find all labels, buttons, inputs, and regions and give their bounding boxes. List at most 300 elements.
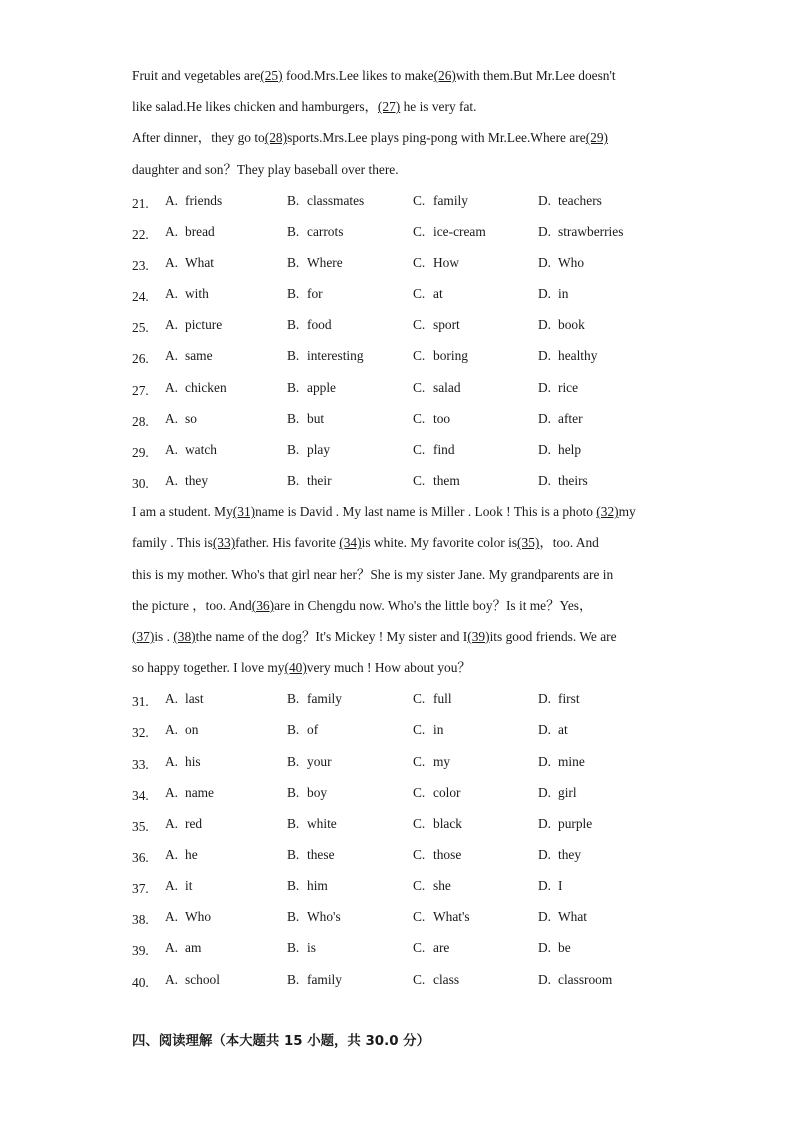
option-text: in [433,722,444,738]
option-text: is [307,940,316,956]
option-letter: A. [165,410,179,426]
option-letter: C. [413,878,426,894]
option-letter: B. [287,348,300,364]
question-row [132,750,692,781]
option-letter: A. [165,722,179,738]
question-number: 32. [132,725,149,741]
option-text: book [558,317,585,333]
option-letter: B. [287,971,300,987]
answer-option [287,251,343,275]
question-list-1 [132,189,692,500]
option-text: healthy [558,348,598,364]
answer-option [538,718,568,742]
answer-option [287,905,341,929]
option-text: bread [185,223,215,239]
option-text: What [558,909,587,925]
answer-option [287,781,327,805]
answer-option [165,407,197,431]
option-text: I [558,878,563,894]
option-text: boring [433,348,468,364]
option-text: they [185,473,209,489]
option-text: chicken [185,379,227,395]
passage-text: ，too. And [539,535,599,551]
option-text: carrots [307,223,344,239]
option-text: find [433,441,455,457]
option-letter: B. [287,815,300,831]
passage-text: with them.But Mr.Lee doesn't [455,68,616,83]
option-letter: B. [287,410,300,426]
blank-number: (33) [212,535,236,551]
answer-option [165,843,198,867]
option-letter: D. [538,815,552,831]
blank-number: (28) [264,130,288,146]
answer-option [538,189,602,213]
option-letter: B. [287,691,300,707]
cloze-passage-2 [132,500,692,687]
option-text: so [185,410,197,426]
passage-text: he is very fat. [400,99,477,115]
option-text: watch [185,441,217,457]
answer-option [538,936,571,960]
answer-option [287,687,342,711]
option-letter: C. [413,473,426,489]
option-text: How [433,255,460,271]
answer-option [413,469,460,493]
option-text: teachers [558,192,602,208]
question-row [132,189,692,220]
answer-option [287,313,332,337]
option-letter: B. [287,192,300,208]
option-text: class [433,971,460,987]
answer-option [287,812,337,836]
option-text: family [307,691,342,707]
option-text: white [307,815,337,831]
option-text: help [558,441,582,457]
question-row [132,687,692,718]
option-letter: D. [538,379,552,395]
option-text: red [185,815,203,831]
question-row [132,282,692,313]
passage-text: father. His favorite [235,535,340,551]
answer-option [287,376,336,400]
option-text: food [307,317,332,333]
option-text: apple [307,379,336,395]
option-letter: D. [538,410,552,426]
option-text: first [558,691,580,707]
question-row [132,469,692,500]
answer-option [165,189,222,213]
passage-text: I am a student. My [132,504,233,520]
question-number: 28. [132,413,149,429]
passage-text: my [618,504,636,520]
option-text: my [433,753,451,769]
option-text: their [307,473,332,489]
answer-option [538,251,584,275]
option-text: family [307,971,342,987]
option-text: them [433,473,460,489]
answer-option [165,781,214,805]
answer-option [413,905,470,929]
option-letter: C. [413,348,426,364]
blank-number: (27) [377,99,401,115]
blank-number: (26) [433,68,456,83]
option-letter: A. [165,441,179,457]
answer-option [413,344,468,368]
option-text: salad [433,379,461,395]
answer-option [165,936,201,960]
option-letter: C. [413,753,426,769]
question-row [132,936,692,967]
question-number: 37. [132,881,149,897]
passage-text: are in Chengdu now. Who's the little boy？Is it me？Yes， [274,597,593,613]
question-row [132,812,692,843]
answer-option [413,874,451,898]
option-letter: C. [413,940,426,956]
question-number: 33. [132,756,149,772]
option-letter: C. [413,846,426,862]
question-row [132,843,692,874]
blank-number: (34) [339,535,362,551]
answer-option [165,968,220,992]
question-row [132,781,692,812]
option-text: Who's [307,909,341,925]
option-text: are [433,940,450,956]
answer-option [165,750,201,774]
passage-text: the picture ，too. And [132,597,252,613]
option-letter: D. [538,909,552,925]
option-letter: B. [287,878,300,894]
option-text: strawberries [558,223,624,239]
question-number: 23. [132,258,149,274]
option-letter: B. [287,441,300,457]
option-letter: C. [413,691,426,707]
answer-option [413,438,455,462]
answer-option [413,282,443,306]
option-letter: B. [287,317,300,333]
option-text: in [558,286,569,302]
option-text: am [185,940,202,956]
option-text: friends [185,192,223,208]
answer-option [287,344,364,368]
option-letter: A. [165,784,179,800]
option-text: for [307,286,323,302]
option-letter: B. [287,940,300,956]
answer-option [413,251,459,275]
option-text: be [558,940,571,956]
exam-page [132,64,692,999]
option-letter: D. [538,784,552,800]
passage-text: the name of the dog？It's Mickey ! My sister and I [195,628,468,644]
option-letter: C. [413,441,426,457]
option-letter: A. [165,691,179,707]
answer-option [165,313,222,337]
option-letter: A. [165,878,179,894]
question-row [132,874,692,905]
passage-text: sports.Mrs.Lee plays ping-pong with Mr.Lee.Where are [287,130,586,146]
option-letter: D. [538,223,552,239]
option-letter: A. [165,753,179,769]
option-letter: B. [287,753,300,769]
answer-option [538,843,581,867]
option-letter: A. [165,223,179,239]
answer-option [165,282,209,306]
answer-option [413,843,461,867]
option-text: on [185,722,199,738]
option-text: it [185,878,193,894]
answer-option [165,687,204,711]
passage-text: daughter and son？They play baseball over there. [132,161,399,177]
option-text: those [433,846,462,862]
answer-option [165,905,211,929]
option-text: last [185,691,204,707]
answer-option [538,313,585,337]
option-letter: C. [413,722,426,738]
option-letter: B. [287,379,300,395]
answer-option [287,469,332,493]
option-text: picture [185,317,223,333]
question-number: 26. [132,351,149,367]
passage-text: very much ! How about you？ [306,660,471,676]
answer-option [538,812,592,836]
passage-text: like salad.He likes chicken and hamburgers， [132,99,378,115]
option-letter: A. [165,815,179,831]
blank-number: (31) [232,504,256,520]
question-row [132,376,692,407]
option-text: What's [433,909,470,925]
passage-line [132,158,692,189]
passage-line [132,500,692,531]
option-letter: A. [165,473,179,489]
question-number: 27. [132,382,149,398]
answer-option [538,438,581,462]
option-letter: B. [287,722,300,738]
option-text: same [185,348,213,364]
answer-option [165,812,202,836]
passage-line [132,594,692,625]
answer-option [287,282,323,306]
answer-option [165,469,208,493]
option-text: boy [307,784,328,800]
answer-option [287,438,330,462]
blank-number: (35) [517,535,540,551]
option-letter: D. [538,753,552,769]
option-text: theirs [558,473,588,489]
blank-number: (25) [260,68,283,83]
option-letter: C. [413,815,426,831]
option-letter: D. [538,971,552,987]
option-text: play [307,441,331,457]
option-letter: B. [287,286,300,302]
answer-option [538,687,580,711]
answer-option [413,189,468,213]
option-letter: A. [165,286,179,302]
option-text: but [307,410,325,426]
answer-option [413,718,443,742]
blank-number: (37) [132,628,155,644]
option-text: girl [558,784,577,800]
answer-option [165,344,213,368]
passage-text: Fruit and vegetables are [132,68,261,83]
option-letter: C. [413,317,426,333]
option-letter: C. [413,286,426,302]
option-text: she [433,878,451,894]
option-letter: D. [538,255,552,271]
option-text: he [185,846,198,862]
passage-line [132,656,692,687]
option-text: sport [433,317,460,333]
option-letter: D. [538,878,552,894]
option-letter: B. [287,784,300,800]
answer-option [287,936,316,960]
question-number: 22. [132,226,149,242]
option-text: of [307,722,319,738]
answer-option [287,189,364,213]
blank-number: (29) [585,130,608,146]
question-row [132,905,692,936]
section-heading: 四、阅读理解（本大题共 15 小题，共 30.0 分） [132,1034,430,1049]
option-text: rice [558,379,579,395]
option-text: at [558,722,568,738]
question-row [132,251,692,282]
passage-line [132,64,692,95]
option-text: these [307,846,335,862]
option-text: classmates [307,192,365,208]
cloze-passage-1 [132,64,692,189]
blank-number: (36) [251,597,275,613]
option-text: interesting [307,348,364,364]
question-number: 30. [132,476,149,492]
option-letter: D. [538,940,552,956]
option-letter: A. [165,348,179,364]
answer-option [165,376,227,400]
answer-option [287,750,332,774]
question-number: 25. [132,320,149,336]
option-letter: B. [287,223,300,239]
answer-option [413,812,462,836]
answer-option [165,220,215,244]
passage-line [132,531,692,562]
option-letter: C. [413,784,426,800]
passage-text: so happy together. I love my [132,660,285,676]
question-list-2 [132,687,692,998]
passage-text: food.Mrs.Lee likes to make [282,68,434,83]
option-letter: A. [165,846,179,862]
option-text: What [185,255,214,271]
answer-option [413,750,450,774]
question-number: 21. [132,195,149,211]
answer-option [538,750,585,774]
option-letter: D. [538,348,552,364]
option-text: his [185,753,201,769]
option-letter: C. [413,255,426,271]
blank-number: (40) [284,660,307,676]
option-letter: B. [287,909,300,925]
option-letter: A. [165,317,179,333]
option-text: classroom [558,971,613,987]
question-number: 39. [132,943,149,959]
question-number: 24. [132,289,149,305]
passage-line [132,95,692,126]
option-letter: D. [538,691,552,707]
answer-option [287,220,343,244]
answer-option [538,376,578,400]
option-letter: D. [538,846,552,862]
question-row [132,718,692,749]
answer-option [165,718,198,742]
answer-option [538,282,568,306]
blank-number: (38) [173,628,196,644]
question-row [132,344,692,375]
option-letter: A. [165,909,179,925]
blank-number: (39) [467,628,490,644]
question-number: 34. [132,787,149,803]
answer-option [413,407,450,431]
option-letter: C. [413,379,426,395]
option-letter: B. [287,473,300,489]
question-number: 35. [132,818,149,834]
option-text: family [433,192,468,208]
option-letter: D. [538,317,552,333]
option-letter: A. [165,971,179,987]
option-letter: D. [538,286,552,302]
question-number: 36. [132,849,149,865]
option-letter: C. [413,410,426,426]
passage-line [132,126,692,157]
question-row [132,313,692,344]
answer-option [538,220,623,244]
blank-number: (32) [596,504,619,520]
answer-option [538,968,612,992]
answer-option [538,781,577,805]
option-letter: A. [165,255,179,271]
option-text: black [433,815,462,831]
answer-option [413,376,461,400]
passage-text: is . [154,628,174,644]
option-text: with [185,286,209,302]
option-letter: C. [413,223,426,239]
option-text: after [558,410,583,426]
option-text: too [433,410,451,426]
option-text: they [558,846,582,862]
option-letter: A. [165,940,179,956]
option-letter: B. [287,255,300,271]
question-row [132,407,692,438]
option-letter: C. [413,971,426,987]
option-text: mine [558,753,585,769]
answer-option [165,874,192,898]
passage-line [132,625,692,656]
option-letter: A. [165,379,179,395]
question-number: 31. [132,694,149,710]
answer-option [413,687,452,711]
question-number: 38. [132,912,149,928]
option-text: at [433,286,443,302]
answer-option [538,469,588,493]
option-letter: D. [538,441,552,457]
passage-text: its good friends. We are [489,628,617,644]
answer-option [413,220,486,244]
answer-option [287,407,324,431]
answer-option [287,718,318,742]
answer-option [538,344,597,368]
option-text: Who [185,909,212,925]
option-text: your [307,753,332,769]
option-text: Where [307,255,343,271]
option-text: purple [558,815,593,831]
question-row [132,220,692,251]
option-letter: B. [287,846,300,862]
option-text: Who [558,255,585,271]
